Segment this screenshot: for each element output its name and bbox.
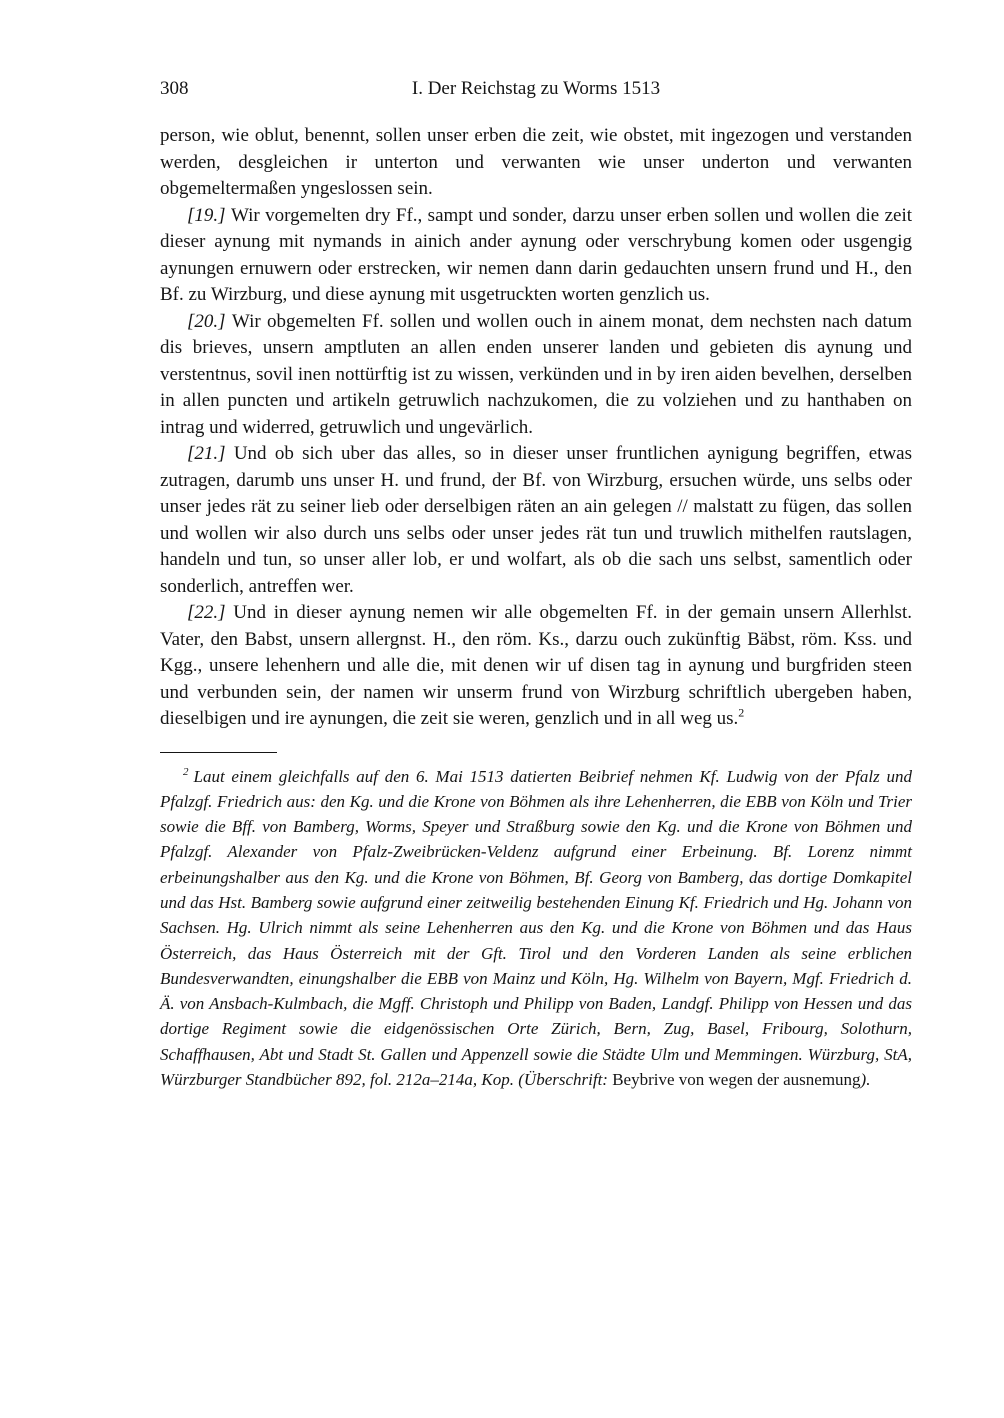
paragraph-21 bbox=[160, 441, 912, 600]
text-column bbox=[160, 76, 912, 1092]
paragraph-19 bbox=[160, 203, 912, 309]
footnote-quote-roman: Beybrive von wegen der ausnemung bbox=[612, 1070, 861, 1090]
footnote-marker: 2 bbox=[183, 765, 189, 778]
footnote bbox=[160, 764, 912, 1093]
page-number: 308 bbox=[160, 78, 189, 99]
paragraph-text: person, wie oblut, benennt, sollen unser erben die zeit, wie obstet, mit ingezogen und verstanden werden, desgleichen ir unterton und verwanten wie unser underton und verwanten obgemeltermaßen yngeslossen sein. bbox=[160, 125, 912, 199]
page-header bbox=[160, 76, 912, 102]
paragraph-text: Wir obgemelten Ff. sollen und wollen ouch in ainem monat, dem nechsten nach datum dis brieves, unsern amptluten an allen enden unserer landen und gebieten dis aynung und verstentnus, sovil inen nottürftig ist zu wissen, verkünden und in by iren aiden bevelhen, derselben in allen puncten und artikeln getruwlich nachzukomen, die zu volziehen und zu hanthaben on intrag und widerred, getruwlich und ungevärlich. bbox=[160, 310, 912, 438]
running-header: I. Der Reichstag zu Worms 1513 bbox=[411, 78, 661, 99]
footnote-text-close: ). bbox=[860, 1070, 871, 1090]
footnote-reference: 2 bbox=[738, 705, 745, 720]
footnote-text-italic: Laut einem gleichfalls auf den 6. Mai 1513 datierten Beibrief nehmen Kf. Ludwig von der Pfalz und Pfalzgf. Friedrich aus: den Kg. und die Krone von Böhmen als ihre Lehenherren, die EBB von Köln und Trier sowie die Bff. von Bamberg, Worms, Speyer und Straßburg sowie den Kg. und die Krone von Böhmen und Pfalzgf. Alexander von Pfalz-Zweibrücken-Veldenz aufgrund einer Erbeinung. Bf. Lorenz nimmt erbeinungshalber aus den Kg. und die Krone von Böhmen, Bf. Georg von Bamberg, das dortige Domkapitel und das Hst. Bamberg sowie aufgrund einer zeitweilig bestehenden Einung Kf. Friedrich und Hg. Johann von Sachsen. Hg. Ulrich nimmt als seine Lehenherren aus den Kg. und die Krone von Böhmen und das Haus Österreich, das Haus Österreich mit der Gft. Tirol und den Vorderen Landen als seine erblichen Bundesverwandten, einungshalber die EBB von Mainz und Köln, Hg. Wilhelm von Bayern, Mgf. Friedrich d. Ä. von Ansbach-Kulmbach, die Mgff. Christoph und Philipp von Baden, Landgf. Philipp von Hessen und das dortige Regiment sowie die eidgenössischen Orte Zürich, Bern, Zug, Basel, Fribourg, Solothurn, Schaffhausen, Abt und Stadt St. Gallen und Appenzell sowie die Städte Ulm und Memmingen. Würzburg, StA, Würzburger Standbücher 892, fol. 212a–214a, Kop. (Überschrift: bbox=[160, 766, 912, 1090]
paragraph-continuation bbox=[160, 123, 912, 203]
paragraph-text: Und ob sich uber das alles, so in dieser unser fruntlichen aynigung begriffen, etwas zutragen, darumb uns unser H. und frund, der Bf. von Wirzburg, ersuchen würde, uns selbs oder unser jedes rät zu seiner lieb oder derselbigen räten an ain gelegen // malstatt zu fügen, das sollen und wollen wir also durch uns selbs oder unser jedes rät tun und truwlich mithelfen rautslagen, handeln und tun, so unser aller lob, er und wolfart, als ob die sach uns selbst, samentlich oder sonderlich, antreffen wer. bbox=[160, 443, 912, 597]
paragraph-number: [21.] bbox=[187, 443, 234, 464]
paragraph-number: [22.] bbox=[187, 602, 234, 623]
paragraph-text: Wir vorgemelten dry Ff., sampt und sonder, darzu unser erben sollen und wollen die zeit dieser aynung mit nymands in ainich ander aynung oder verschrybung komen oder usgengig aynungen ernuwern oder erstrecken, wir nemen dann darin gedauchten unsern frund und H., den Bf. zu Wirzburg, und diese aynung mit usgetruckten worten genzlich us. bbox=[160, 204, 913, 305]
footnote-separator bbox=[160, 752, 277, 753]
main-text bbox=[160, 123, 912, 733]
paragraph-22 bbox=[160, 600, 912, 733]
paragraph-number: [19.] bbox=[187, 204, 231, 226]
paragraph-20 bbox=[160, 309, 912, 442]
paragraph-text: Und in dieser aynung nemen wir alle obgemelten Ff. in der gemain unsern Allerhlst. Vater, den Babst, unsern allergnst. H., den röm. Ks., darzu ouch zukünftig Bäbst, röm. Kss. und Kgg., unsere lehenhern und alle die, mit denen wir uf disen tag in aynung und burgfriden steen und verbunden sein, der namen wir unserm frund von Wirzburg schriftlich ubergeben haben, dieselbigen und ire aynungen, die zeit sie weren, genzlich und in all weg us. bbox=[160, 602, 912, 729]
paragraph-number: [20.] bbox=[187, 310, 232, 332]
